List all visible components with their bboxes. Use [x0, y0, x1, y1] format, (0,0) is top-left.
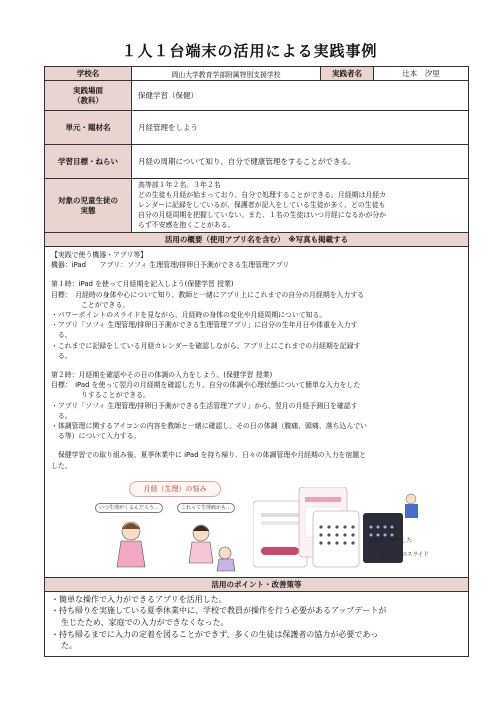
- unit-value: 月経管理をしよう: [138, 123, 198, 132]
- students-row: [45, 179, 468, 233]
- students-label: 対象の児童生徒の 実態: [45, 179, 132, 232]
- scene-label: 実践場面 （教科）: [45, 81, 132, 110]
- text-line: 目標： 月経時の身体や心について知り、教師と一緒にアプリ上にこれまでの自分の月経期を入力する: [51, 290, 365, 299]
- students-line: 高等部１年２名、３年２名: [138, 181, 221, 189]
- text-line: ・体調管理に関するアイコンの内容を教師と一緒に確認し、その日の体調（腹痛、頭痛、落ち込んでい: [51, 422, 368, 431]
- text-line: ことができる。: [81, 300, 130, 309]
- text-line: る。: [51, 331, 72, 340]
- caption-line: ※授業で操作した: [369, 537, 413, 544]
- girls-illustration: [95, 479, 245, 573]
- text-line: 保健学習での取り組み後、夏季休業中に iPad を持ち帰り、日々の体調管理や月経期の入力を宿題と: [51, 451, 367, 460]
- speech-bubble: これって生理痛かも…: [177, 503, 235, 513]
- aim-row: [45, 145, 468, 179]
- text-line: ・簡単な操作で入力ができるアプリを活用した。: [51, 594, 227, 604]
- students-line: 自分の月経周期を把握していない。また、１名の生徒はいつ月経になるかが分か: [138, 211, 387, 219]
- practitioner-value: 辻本 汐里: [402, 69, 440, 78]
- school-row: [45, 67, 468, 81]
- text-line: ・アプリ「ソフィ 生理管理/排卵日予測ができる生理管理アプリ」に自分の生年月日や体重を入力す: [51, 321, 358, 330]
- text-line: る。: [51, 351, 72, 360]
- points-body: [45, 592, 468, 656]
- text-line: た。: [61, 641, 77, 651]
- points-header: 活用のポイント・改善策等: [45, 578, 468, 592]
- overview-header: 活用の概要（使用アプリ名を含む） ※写真も掲載する: [45, 233, 468, 247]
- speech-bubble: いつ生理がくるんだろう…: [95, 503, 163, 513]
- text-line: 生じたため、家庭での入力ができなくなった。: [61, 618, 229, 628]
- text-line: 第１時：iPad を使って月経期を記入しよう(保健学習 授業): [51, 280, 234, 289]
- text-line: 第２時：月経期を確認やその日の体調の入力をしよう。(保健学習 授業): [51, 371, 273, 380]
- text-line: 【実践で使う機器・アプリ等】: [51, 251, 148, 259]
- text-line: ・これまでに記録をしている月経カレンダーを確認しながら、アプリ上にこれまでの月経期を記録す: [51, 341, 361, 350]
- students-line: どの生徒も月経が始まっており、自分で処理することができる。月経期は月経カ: [138, 191, 387, 199]
- spacer: [51, 361, 462, 370]
- aim-label: 学習目標・ねらい: [45, 145, 132, 178]
- text-line: 機器：iPad アプリ：ソフィ 生理管理/排卵日予測ができる生理管理アプリ: [51, 261, 290, 270]
- school-label: 学校名: [45, 67, 132, 80]
- practitioner-label: 実践者名: [321, 67, 374, 80]
- students-text: [132, 179, 468, 232]
- scene-value: 保健学習（保健）: [138, 91, 198, 100]
- page-title: １人１台端末の活用による実践事例: [121, 42, 378, 60]
- text-line: ・アプリ「ソフィ 生理管理/排卵日予測ができる生活管理アプリ」から、翌月の月経予測日を確認す: [51, 401, 358, 410]
- text-line: した。: [51, 461, 72, 470]
- slide-title: 月経（生理）の悩み: [129, 481, 221, 497]
- students-line: レンダーに記録をしているが、保護者が記入をしている生徒が多く、どの生徒も: [138, 201, 386, 209]
- overview-section: [45, 233, 468, 578]
- text-line: 目標： iPad を使って翌月の月経期を確認したり、自分の体調や心理状態について簡単な入力をした: [51, 381, 361, 390]
- text-line: ・持ち帰りを実施している夏季休業中に、学校で教員が操作を行う必要があるアップデートが: [51, 606, 387, 616]
- practice-sheet: [44, 66, 469, 657]
- text-line: ・持ち帰るまでに入力の定着を図ることができず、多くの生徒は保護者の協力が必要であっ: [51, 629, 379, 639]
- illustration-area: [45, 479, 468, 577]
- text-line: ・パワーポイントのスライドを見ながら、月経時の身体の変化や月経周期について知る。: [51, 311, 327, 320]
- school-value: 岡山大学教育学部附属特別支援学校: [132, 67, 321, 80]
- aim-value: 月経の周期について知り、自分で健康管理をすることができる。: [138, 157, 356, 166]
- caption-line: パワーポイントのスライド: [363, 551, 429, 558]
- spacer: [51, 270, 462, 279]
- slide-illustration: [95, 479, 245, 573]
- scene-row: [45, 81, 468, 111]
- unit-label: 単元・題材名: [45, 111, 132, 144]
- students-line: らず不安感を抱くことがある。: [138, 221, 235, 229]
- points-section: [45, 578, 468, 656]
- text-line: りすることができる。: [81, 391, 150, 400]
- overview-body: [45, 247, 468, 475]
- text-line: る等）について入力する。: [51, 432, 141, 441]
- text-line: る。: [51, 411, 72, 420]
- unit-row: [45, 111, 468, 145]
- spacer: [51, 441, 462, 450]
